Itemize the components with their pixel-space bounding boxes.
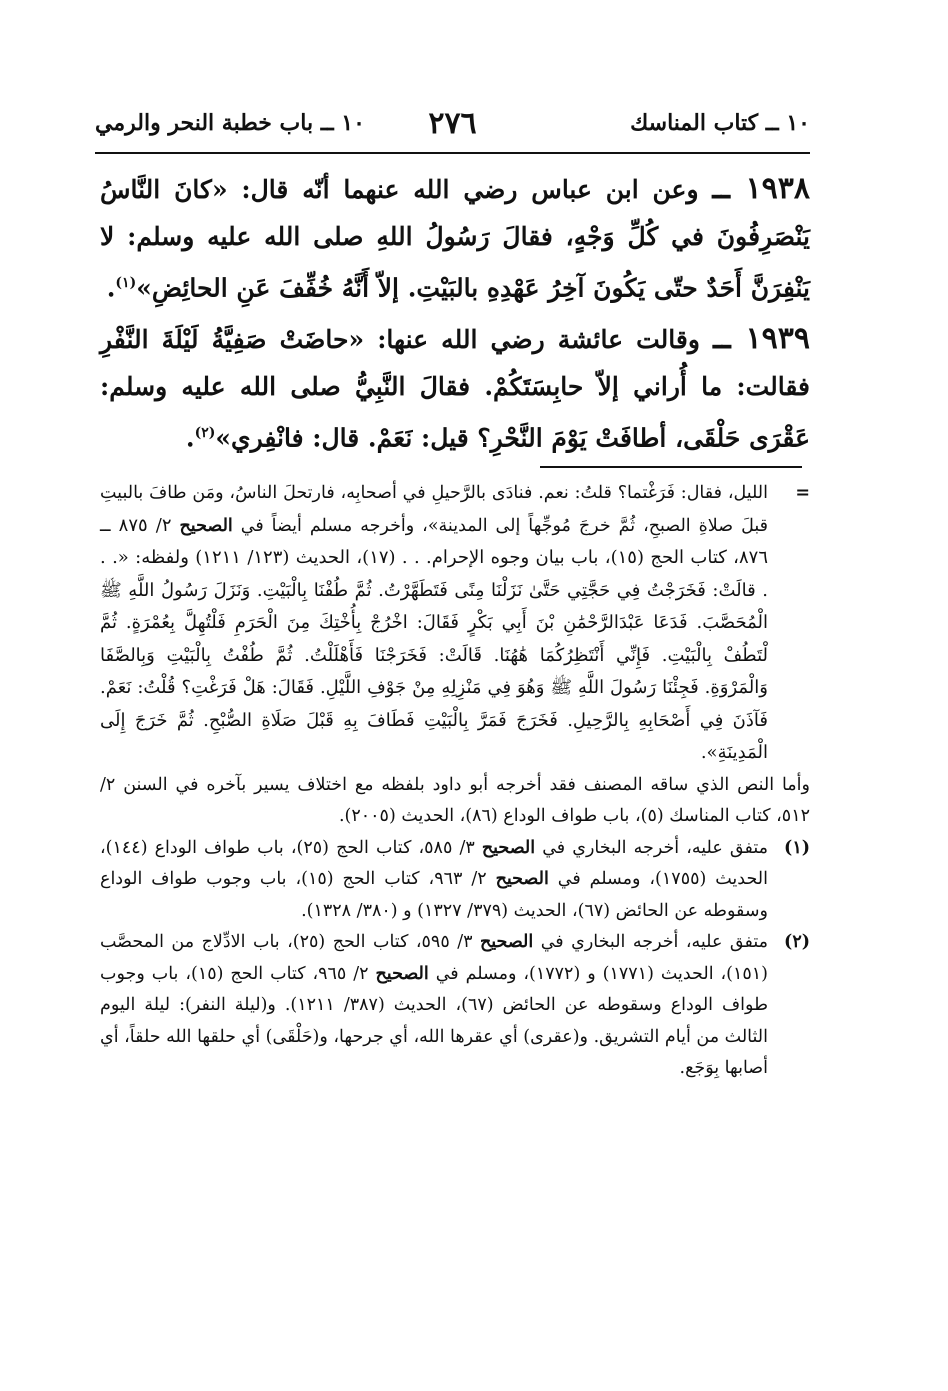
sahih-label: الصحيح [481,837,536,858]
footnote-mark: (١) [784,837,810,858]
footnote-separator [540,466,802,468]
footnote-text: ٢/ ٩٦٥، كتاب الحج (١٥)، باب وجوب طواف الوداع وسقوطه عن الحائض (٦٧)، الحديث (٣٨٧/ ١٢١١). و(ليلة النفر): ليلة اليوم الثالث من أيام التشريق. و(عقرى) أي عقرها الله، أي جرحها، و(حَلْقَى) أي حلقها الله حلقاً، أي أصابها بِوَجَع. [100,963,768,1078]
footnote-text: متفق عليه، أخرجه البخاري في [540,932,768,952]
hadith-end: . [106,273,116,303]
hadith-text: وقالت عائشة رضي الله عنها: «حاضَتْ صَفِيَّةُ لَيْلَةَ النَّفْرِ فقالت: ما أُراني إلاّ حابِسَتَكُمْ. فقالَ النَّبِيُّ صلى الله عليه وسلم: عَقْرَى حَلْقَى، أطافَتْ يَوْمَ النَّحْرِ؟ قيل: نَعَمْ. قال: فانْفِري» [100,325,810,453]
footnote-2 [100,927,810,1085]
sahih-label: الصحيح [479,932,534,952]
sahih-label: الصحيح [495,869,549,889]
hadith-text: وعن ابن عباس رضي الله عنهما أنّه قال: «كانَ النَّاسُ يَنْصَرِفُونَ في كُلِّ وَجْهٍ، فقالَ رَسُولُ اللهِ صلى الله عليه وسلم: لا يَنْفِرَنَّ أَحَدٌ حتّى يَكُونَ آخِرُ عَهْدِهِ بالبَيْتِ. إلاّ أَنَّهُ خُفِّفَ عَنِ الحائِضِ» [100,175,810,303]
header-rule [95,152,810,154]
sahih-label: الصحيح [375,963,429,984]
main-text [100,165,810,466]
hadith-1939 [100,315,810,461]
footnote-ref: (٢) [194,425,216,442]
hadith-end: . [185,423,195,453]
footnote-text: ٣/ ٥٩٥، كتاب الحج (٢٥)، باب الادِّلاج من المحصَّب (١٥١)، الحديث (١٧٧١) و (١٧٧٢)، ومسلم في [100,932,768,984]
footnote-text: ٣/ ٥٨٥، كتاب الحج (٢٥)، باب طواف الوداع (١٤٤)، الحديث (١٧٥٥)، ومسلم في [100,837,768,889]
footnote-text: ٢/ ٩٦٣، كتاب الحج (١٥)، باب وجوب طواف الوداع وسقوطه عن الحائض (٦٧)، الحديث (٣٧٩/ ١٣٢٧) و (٣٨٠/ ١٣٢٨). [100,869,768,921]
header-chapter: ١٠ ــ كتاب المناسك [630,110,810,136]
footnotes [100,478,810,1085]
continuation-text-2: ٢/ ٨٧٥ ــ ٨٧٦، كتاب الحج (١٥)، باب بيان وجوه الإحرام. . . (١٧)، الحديث (١٢٣/ ١٢١١) ولفظه: «. . . قالَتْ: فَخَرَجْتُ فِي حَجَّتِي حَتَّىٰ نَزَلْنَا مِنًى فَتَطَهَّرْتُ. ثُمَّ طُفْنَا بِالْبَيْتِ. وَنَزَلَ رَسُولُ اللَّهِ ﷺ الْمُحَصَّبَ. فَدَعَا عَبْدَالرَّحْمَٰنِ بْنَ أَبِي بَكْرٍ فَقَالَ: اخْرُجْ بِأُخْتِكَ مِنَ الْحَرَمِ فَلْتُهِلَّ بِعُمْرَةٍ. ثُمَّ لْتَطُفْ بِالْبَيْتِ. فَإِنِّي أَنْتَظِرُكُمَا هَٰهُنَا. قَالَتْ: فَخَرَجْنَا فَأَهْلَلْتُ. ثُمَّ طُفْتُ بِالْبَيْتِ وَبِالصَّفَا وَالْمَرْوَةِ. فَجِئْنَا رَسُولَ اللَّهِ ﷺ وَهُوَ فِي مَنْزِلِهِ مِنْ جَوْفِ اللَّيْلِ. فَقَالَ: هَلْ فَرَغْتِ؟ قُلْتُ: نَعَمْ. فَآذَنَ فِي أَصْحَابِهِ بِالرَّحِيلِ. فَخَرَجَ فَمَرَّ بِالْبَيْتِ فَطَافَ بِهِ قَبْلَ صَلَاةِ الصُّبْحِ. ثُمَّ خَرَجَ إِلَى الْمَدِينَةِ». [100,514,768,763]
footnote-mark: (٢) [784,932,810,952]
continuation-mark: = [795,483,810,503]
footnote-1 [100,833,810,928]
hadith-number: ١٩٣٨ ــ [712,171,810,206]
sahih-label: الصحيح [179,515,233,536]
footnote-continuation [100,478,810,770]
hadith-1938 [100,165,810,311]
header-section: ١٠ ــ باب خطبة النحر والرمي [95,110,365,136]
running-header [95,106,810,150]
continuation-text: الليل، فقال: فَرَغْتما؟ قلتُ: نعم. فنادَى بالرَّحيلِ في أصحابِه، فارتحلَ الناسُ، ومَن طافَ بالبيتِ قبلَ صلاةِ الصبحِ، ثُمَّ خرجَ مُوجِّهاً إلى المدينة»، وأخرجه مسلم أيضاً في [100,483,768,536]
footnote-continuation-3: وأما النص الذي ساقه المصنف فقد أخرجه أبو داود بلفظه مع اختلاف يسير بآخره في السنن ٢/ ٥١٢، كتاب المناسك (٥)، باب طواف الوداع (٨٦)، الحديث (٢٠٠٥). [100,774,810,826]
footnote-text: متفق عليه، أخرجه البخاري في [542,837,768,858]
hadith-number: ١٩٣٩ ــ [713,321,810,357]
footnote-ref: (١) [115,275,137,291]
page-number: ٢٧٦ [428,106,477,141]
